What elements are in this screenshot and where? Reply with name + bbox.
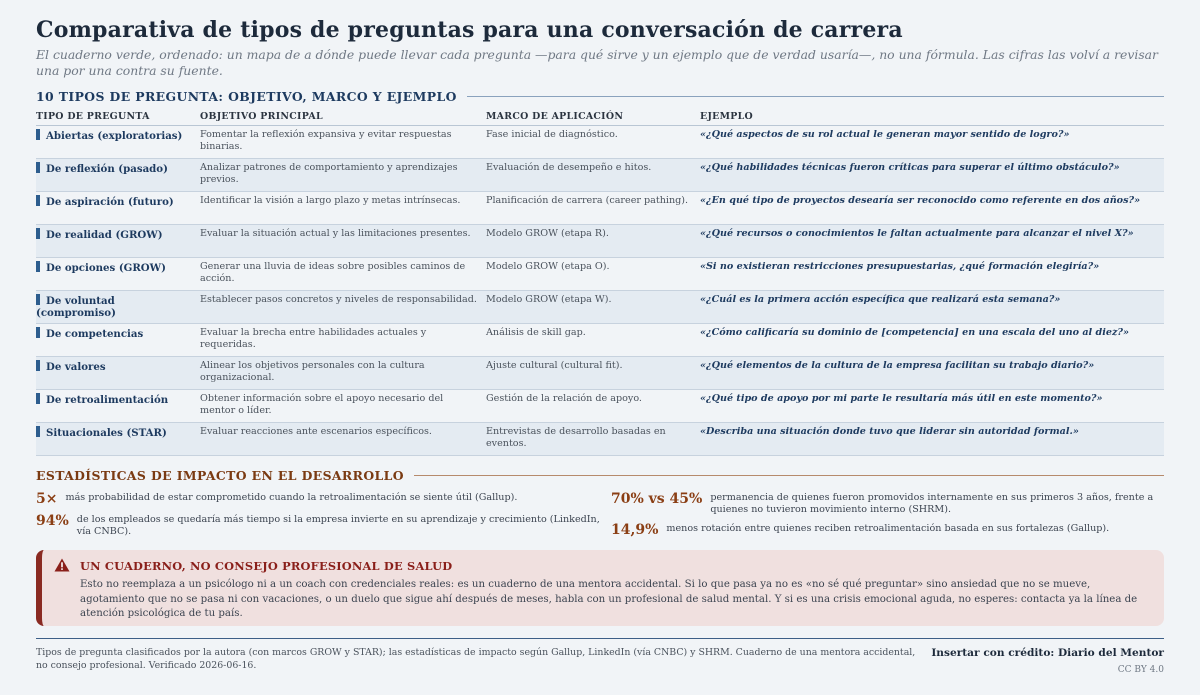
question-type-cell (36, 390, 200, 423)
question-type-cell (36, 126, 200, 159)
table-row (36, 126, 1164, 159)
objective-cell: Identificar la visión a largo plazo y metas intrínsecas. (200, 192, 486, 225)
footer-credit: Insertar con crédito: Diario del Mentor (931, 647, 1164, 659)
row-marker (36, 195, 40, 206)
objective-cell: Evaluar reacciones ante escenarios específicos. (200, 423, 486, 456)
footer-right (931, 647, 1164, 675)
stat-value: 94% (36, 513, 69, 529)
question-type-label: De valores (46, 361, 106, 373)
objective-cell: Analizar patrones de comportamiento y aprendizajes previos. (200, 159, 486, 192)
row-marker (36, 261, 40, 272)
page-title: Comparativa de tipos de preguntas para una conversación de carrera (36, 17, 903, 43)
footer-license: CC BY 4.0 (1117, 665, 1164, 675)
stat-text: más probabilidad de estar comprometido cuando la retroalimentación se siente útil (Gallup). (65, 492, 518, 503)
example-cell: «¿Qué elementos de la cultura de la empresa facilitan su trabajo diario?» (700, 357, 1164, 390)
table-row (36, 423, 1164, 456)
framework-cell: Gestión de la relación de apoyo. (486, 390, 700, 423)
framework-cell: Modelo GROW (etapa W). (486, 291, 700, 324)
question-type-label: De aspiración (futuro) (46, 196, 174, 208)
stat-text: de los empleados se quedaría más tiempo si la empresa invierte en su aprendizaje y crecimiento (LinkedIn, vía CNBC). (76, 514, 600, 537)
example-cell: «¿Qué aspectos de su rol actual le generan mayor sentido de logro?» (700, 126, 1164, 159)
stat-item (611, 522, 1164, 538)
framework-cell: Modelo GROW (etapa R). (486, 225, 700, 258)
table-row (36, 390, 1164, 423)
stats-column-left (36, 491, 611, 544)
stat-text: menos rotación entre quienes reciben retroalimentación basada en sus fortalezas (Gallup). (666, 523, 1110, 534)
column-header-type: TIPO DE PREGUNTA (36, 107, 200, 126)
example-cell: «Si no existieran restricciones presupuestarias, ¿qué formación elegiría?» (700, 258, 1164, 291)
objective-cell: Generar una lluvia de ideas sobre posibles caminos de acción. (200, 258, 486, 291)
framework-cell: Planificación de carrera (career pathing). (486, 192, 700, 225)
example-cell: «¿En qué tipo de proyectos desearía ser reconocido como referente en dos años?» (700, 192, 1164, 225)
question-type-label: Abiertas (exploratorias) (46, 130, 183, 142)
table-row (36, 324, 1164, 357)
objective-cell: Obtener información sobre el apoyo necesario del mentor o líder. (200, 390, 486, 423)
page (36, 16, 1164, 626)
column-header-framework: MARCO DE APLICACIÓN (486, 107, 700, 126)
section-header-stats (36, 468, 1164, 483)
question-type-label: De voluntad (compromiso) (36, 295, 116, 319)
example-cell: «¿Qué tipo de apoyo por mi parte le resultaría más útil en este momento?» (700, 390, 1164, 423)
question-type-cell (36, 159, 200, 192)
stats-grid (36, 491, 1164, 544)
example-cell: «¿Qué recursos o conocimientos le faltan actualmente para alcanzar el nivel X?» (700, 225, 1164, 258)
stat-value: 70% vs 45% (611, 491, 703, 507)
framework-cell: Modelo GROW (etapa O). (486, 258, 700, 291)
health-disclaimer-callout (36, 550, 1164, 626)
callout-title: UN CUADERNO, NO CONSEJO PROFESIONAL DE SALUD (80, 559, 453, 573)
question-type-cell (36, 192, 200, 225)
question-type-cell (36, 225, 200, 258)
framework-cell: Análisis de skill gap. (486, 324, 700, 357)
question-type-label: De realidad (GROW) (46, 229, 163, 241)
question-type-cell (36, 291, 200, 324)
table-row (36, 258, 1164, 291)
row-marker (36, 360, 40, 371)
table-row (36, 225, 1164, 258)
question-type-label: De reflexión (pasado) (46, 163, 168, 175)
stat-value: 5× (36, 491, 58, 507)
section-rule (467, 96, 1164, 97)
stat-text: permanencia de quienes fueron promovidos internamente en sus primeros 3 años, frente a quienes no tuvieron movimiento interno (SHRM). (710, 492, 1154, 515)
callout-text: Esto no reemplaza a un psicólogo ni a un coach con credenciales reales: es un cuaderno de una mentora accidental. Si lo que pasa ya no es «no sé qué preguntar» sino ansiedad que no se mueve, agotamiento que no se pasa ni con vacaciones, o un duelo que sigue ahí después de meses, habla con un profesional de salud mental. Y si es una crisis emocional aguda, no esperes: contacta ya la línea de atención psicológica de tu país. (80, 579, 1138, 619)
framework-cell: Entrevistas de desarrollo basadas en eventos. (486, 423, 700, 456)
row-marker (36, 426, 40, 437)
question-type-label: De competencias (46, 328, 144, 340)
question-type-cell (36, 423, 200, 456)
footer (36, 638, 1164, 675)
question-type-label: De retroalimentación (46, 394, 169, 406)
question-types-table (36, 107, 1164, 456)
framework-cell: Fase inicial de diagnóstico. (486, 126, 700, 159)
table-header-row (36, 107, 1164, 126)
stat-item (36, 491, 611, 507)
table-row (36, 159, 1164, 192)
warning-triangle-icon (54, 558, 70, 572)
objective-cell: Fomentar la reflexión expansiva y evitar respuestas binarias. (200, 126, 486, 159)
question-type-cell (36, 357, 200, 390)
row-marker (36, 294, 40, 305)
section-title-stats: ESTADÍSTICAS DE IMPACTO EN EL DESARROLLO (36, 468, 404, 483)
objective-cell: Evaluar la brecha entre habilidades actuales y requeridas. (200, 324, 486, 357)
row-marker (36, 162, 40, 173)
row-marker (36, 393, 40, 404)
section-rule (414, 475, 1164, 476)
section-header-types (36, 89, 1164, 104)
row-marker (36, 228, 40, 239)
stat-item (36, 513, 611, 538)
example-cell: «¿Cómo calificaría su dominio de [competencia] en una escala del uno al diez?» (700, 324, 1164, 357)
section-title-types: 10 TIPOS DE PREGUNTA: OBJETIVO, MARCO Y EJEMPLO (36, 89, 457, 104)
objective-cell: Alinear los objetivos personales con la cultura organizacional. (200, 357, 486, 390)
stat-value: 14,9% (611, 522, 659, 538)
framework-cell: Evaluación de desempeño e hitos. (486, 159, 700, 192)
row-marker (36, 129, 40, 140)
question-type-label: De opciones (GROW) (46, 262, 166, 274)
column-header-example: EJEMPLO (700, 107, 1164, 126)
example-cell: «Describa una situación donde tuvo que liderar sin autoridad formal.» (700, 423, 1164, 456)
row-marker (36, 327, 40, 338)
objective-cell: Evaluar la situación actual y las limitaciones presentes. (200, 225, 486, 258)
footer-source-note: Tipos de pregunta clasificados por la autora (con marcos GROW y STAR); las estadísticas de impacto según Gallup, LinkedIn (vía CNBC) y SHRM. Cuaderno de una mentora accidental, no consejo profesional. Verificado 2026-06-16. (36, 647, 916, 671)
table-row (36, 357, 1164, 390)
table-row (36, 291, 1164, 324)
page-subtitle: El cuaderno verde, ordenado: un mapa de a dónde puede llevar cada pregunta —para qué sirve y un ejemplo que de verdad usaría—, no una fórmula. Las cifras las volví a revisar una por una contra su fuente. (36, 47, 1158, 78)
framework-cell: Ajuste cultural (cultural fit). (486, 357, 700, 390)
question-type-cell (36, 324, 200, 357)
question-type-cell (36, 258, 200, 291)
stats-column-right (611, 491, 1164, 544)
question-type-label: Situacionales (STAR) (46, 427, 167, 439)
column-header-objective: OBJETIVO PRINCIPAL (200, 107, 486, 126)
table-row (36, 192, 1164, 225)
objective-cell: Establecer pasos concretos y niveles de responsabilidad. (200, 291, 486, 324)
example-cell: «¿Qué habilidades técnicas fueron críticas para superar el último obstáculo?» (700, 159, 1164, 192)
example-cell: «¿Cuál es la primera acción específica que realizará esta semana?» (700, 291, 1164, 324)
stat-item (611, 491, 1164, 516)
